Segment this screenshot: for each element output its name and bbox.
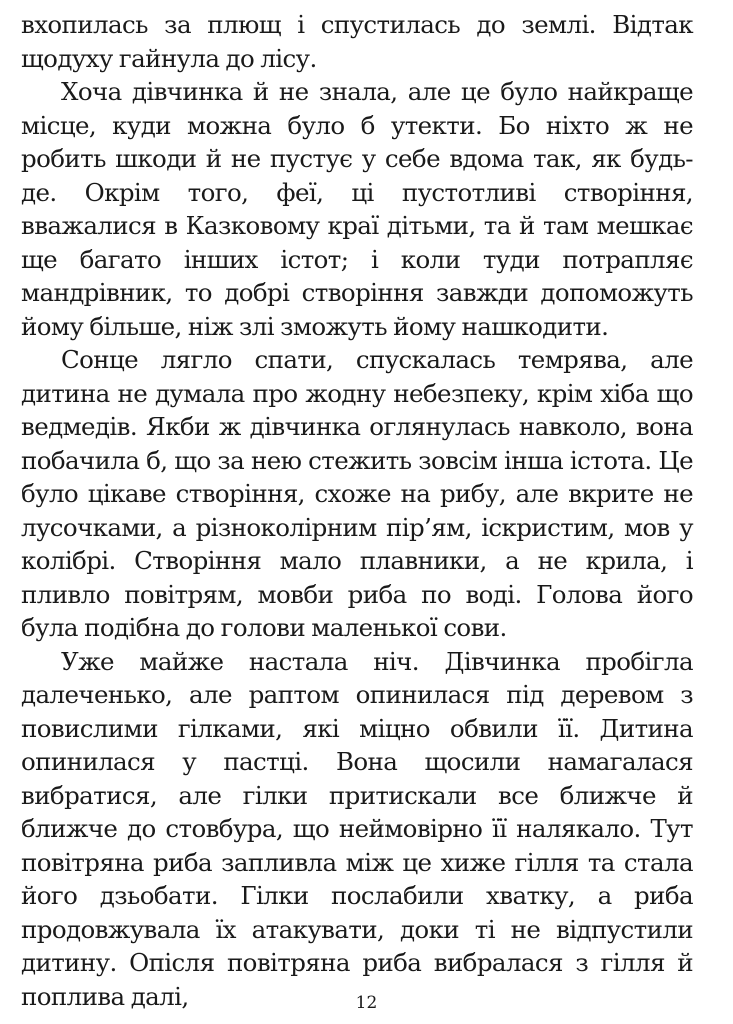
paragraph: Уже майже настала ніч. Дівчинка пробігла далеченько, але раптом опинилася під деревом з повислими гілками, які міцно обвили її. Дитина опинилася у пастці. Вона щосили намагалася вибратися, але гілки притискали все ближче й ближче до стовбура, що неймовірно її налякало. Тут повітряна риба запливла між це хиже гілля та стала його дзьобати. Гілки послабили хватку, а риба продовжувала їх атакувати, доки ті не відпустили дитину. Опісля повітряна риба вибралася з гілля й поплива далі, xyxy=(21,646,693,1011)
paragraph: Хоча дівчинка й не знала, але це було найкраще місце, куди можна було б утекти. Бо ніхто ж не робить шкоди й не пустує у себе вдома так, як будь-де. Окрім того, феї, ці пустотливі створіння, вважалися в Казковому краї дітьми, та й там мешкає ще багато інших істот; і коли туди потрапляє мандрівник, то добрі створіння завжди допоможуть йому більше, ніж злі зможуть йому нашкодити. xyxy=(21,77,693,341)
page-number: 12 xyxy=(355,993,378,1013)
paragraph: Сонце лягло спати, спускалась темрява, але дитина не думала про жодну небезпеку, крім хіба що ведмедів. Якби ж дівчинка оглянулась навколо, вона побачила б, що за нею стежить зовсім інша істота. Це було цікаве створіння, схоже на рибу, але вкрите не лусочками, а різноколірним пір’ям, іскристим, мов у колібрі. Створіння мало плавники, а не крила, і пливло повітрям, мовби риба по воді. Голова його була подібна до голови маленької сови. xyxy=(21,345,693,642)
body-text xyxy=(21,8,693,1013)
paragraph-continuation: вхопилась за плющ і спустилась до землі. Відтак щодуху гайнула до лісу. xyxy=(21,10,693,73)
